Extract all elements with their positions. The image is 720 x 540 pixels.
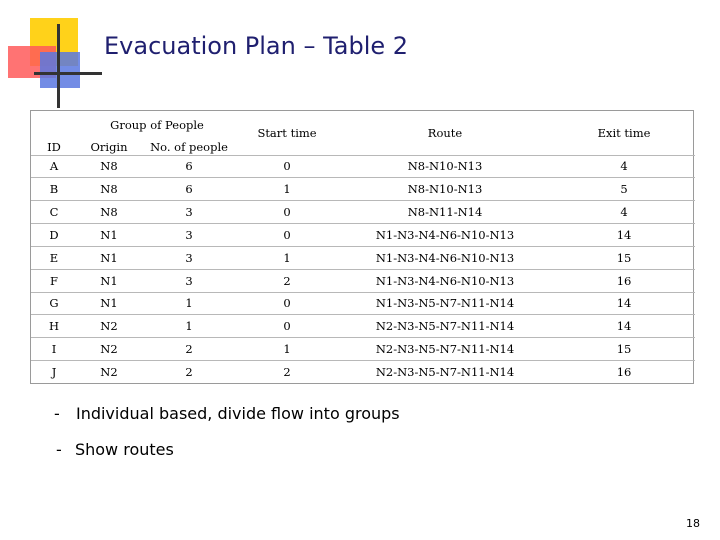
cell-start-time: 0	[237, 155, 337, 178]
cell-start-time: 0	[237, 292, 337, 315]
cell-origin: N1	[77, 292, 141, 315]
cell-start-time: 2	[237, 361, 337, 383]
cell-people: 6	[141, 178, 237, 201]
cell-id: F	[31, 269, 77, 292]
cell-route: N2-N3-N5-N7-N11-N14	[337, 338, 553, 361]
cell-id: D	[31, 224, 77, 247]
cell-origin: N1	[77, 269, 141, 292]
cell-start-time: 0	[237, 315, 337, 338]
decorative-horizontal-line	[34, 72, 102, 75]
cell-exit-time: 14	[553, 315, 695, 338]
cell-route: N8-N10-N13	[337, 178, 553, 201]
decorative-vertical-line	[57, 24, 60, 108]
table-body	[31, 155, 695, 383]
table-row	[31, 269, 695, 292]
cell-exit-time: 4	[553, 201, 695, 224]
table-row	[31, 338, 695, 361]
cell-id: G	[31, 292, 77, 315]
cell-origin: N1	[77, 224, 141, 247]
cell-people: 3	[141, 269, 237, 292]
table-row	[31, 361, 695, 383]
cell-route: N8-N10-N13	[337, 155, 553, 178]
cell-people: 1	[141, 292, 237, 315]
cell-id: B	[31, 178, 77, 201]
cell-origin: N8	[77, 201, 141, 224]
cell-exit-time: 15	[553, 338, 695, 361]
cell-route: N2-N3-N5-N7-N11-N14	[337, 315, 553, 338]
cell-start-time: 1	[237, 338, 337, 361]
cell-id: A	[31, 155, 77, 178]
bullet-marker: -	[56, 440, 62, 459]
cell-people: 2	[141, 338, 237, 361]
evacuation-table	[30, 110, 694, 384]
cell-exit-time: 15	[553, 246, 695, 269]
bullet-text: Show routes	[74, 440, 174, 459]
group-of-people-header: Group of People	[110, 118, 204, 132]
cell-start-time: 0	[237, 201, 337, 224]
cell-id: E	[31, 246, 77, 269]
cell-people: 6	[141, 155, 237, 178]
bullet-item	[56, 440, 174, 459]
cell-route: N8-N11-N14	[337, 201, 553, 224]
cell-exit-time: 14	[553, 292, 695, 315]
table-row	[31, 201, 695, 224]
cell-origin: N2	[77, 315, 141, 338]
cell-route: N1-N3-N4-N6-N10-N13	[337, 224, 553, 247]
cell-start-time: 2	[237, 269, 337, 292]
column-header-exit-time: Exit time	[597, 125, 651, 140]
slide-title: Evacuation Plan – Table 2	[104, 32, 409, 60]
cell-exit-time: 4	[553, 155, 695, 178]
table-row	[31, 246, 695, 269]
cell-start-time: 1	[237, 246, 337, 269]
cell-people: 3	[141, 246, 237, 269]
cell-start-time: 0	[237, 224, 337, 247]
cell-origin: N2	[77, 361, 141, 383]
bullet-item	[54, 404, 400, 423]
bullet-marker: -	[54, 404, 60, 423]
table-row	[31, 178, 695, 201]
cell-people: 3	[141, 224, 237, 247]
column-header-start-time: Start time	[257, 125, 317, 140]
table-row	[31, 155, 695, 178]
decorative-blue-square	[40, 52, 80, 88]
column-header-origin: Origin	[90, 139, 128, 154]
page-number: 18	[686, 517, 700, 530]
cell-id: H	[31, 315, 77, 338]
cell-route: N1-N3-N5-N7-N11-N14	[337, 292, 553, 315]
cell-route: N1-N3-N4-N6-N10-N13	[337, 246, 553, 269]
cell-id: I	[31, 338, 77, 361]
table-row	[31, 315, 695, 338]
cell-people: 3	[141, 201, 237, 224]
cell-exit-time: 16	[553, 361, 695, 383]
cell-people: 1	[141, 315, 237, 338]
cell-origin: N2	[77, 338, 141, 361]
cell-id: J	[31, 361, 77, 383]
bullet-text: Individual based, divide flow into groups	[75, 404, 400, 423]
column-header-people: No. of people	[150, 139, 228, 154]
cell-exit-time: 5	[553, 178, 695, 201]
cell-exit-time: 14	[553, 224, 695, 247]
cell-exit-time: 16	[553, 269, 695, 292]
cell-start-time: 1	[237, 178, 337, 201]
cell-id: C	[31, 201, 77, 224]
cell-origin: N8	[77, 155, 141, 178]
cell-people: 2	[141, 361, 237, 383]
table-row	[31, 224, 695, 247]
table-row	[31, 292, 695, 315]
cell-route: N1-N3-N4-N6-N10-N13	[337, 269, 553, 292]
column-header-id: ID	[47, 139, 61, 154]
cell-origin: N8	[77, 178, 141, 201]
cell-route: N2-N3-N5-N7-N11-N14	[337, 361, 553, 383]
cell-origin: N1	[77, 246, 141, 269]
column-header-route: Route	[427, 125, 463, 140]
